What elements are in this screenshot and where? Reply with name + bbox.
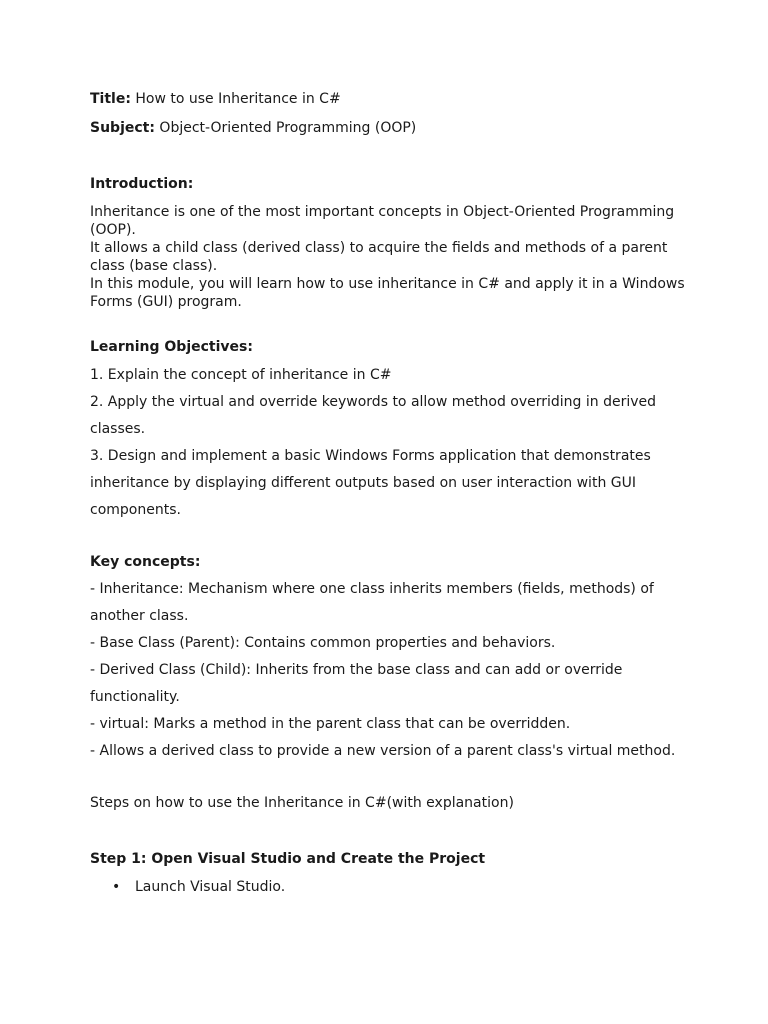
spacer xyxy=(90,812,690,850)
key-concept-item: - virtual: Marks a method in the parent class that can be overridden. xyxy=(90,716,571,732)
objective-item: 3. Design and implement a basic Windows Forms application that demonstrates inheritance by displaying different outputs based on user interaction with GUI components. xyxy=(90,448,651,518)
introduction-body xyxy=(90,203,690,311)
title-label: Title: xyxy=(90,91,131,107)
introduction-heading: Introduction: xyxy=(90,176,194,192)
spacer xyxy=(90,765,690,794)
introduction-paragraph: Inheritance is one of the most important concepts in Object-Oriented Programming (OOP). xyxy=(90,204,675,238)
objectives-list xyxy=(90,362,690,524)
list-item xyxy=(90,878,690,896)
bullet-icon: • xyxy=(112,879,121,895)
document-title-line xyxy=(90,90,690,108)
step1-bullet-list xyxy=(90,878,690,896)
key-concept-item: - Base Class (Parent): Contains common properties and behaviors. xyxy=(90,635,556,651)
step1-heading: Step 1: Open Visual Studio and Create the Project xyxy=(90,851,486,867)
spacer xyxy=(90,311,690,338)
spacer xyxy=(90,524,690,553)
document-page xyxy=(90,90,690,896)
objective-item: 2. Apply the virtual and override keywords to allow method overriding in derived classes. xyxy=(90,394,657,437)
key-concepts-heading: Key concepts: xyxy=(90,554,201,570)
key-concepts-list xyxy=(90,576,690,765)
steps-intro: Steps on how to use the Inheritance in C#(with explanation) xyxy=(90,795,514,811)
title-value: How to use Inheritance in C# xyxy=(130,91,341,107)
subject-label: Subject: xyxy=(90,120,155,136)
objective-item: 1. Explain the concept of inheritance in C# xyxy=(90,367,392,383)
introduction-paragraph: It allows a child class (derived class) to acquire the fields and methods of a parent class (base class). xyxy=(90,240,668,274)
document-subject-line xyxy=(90,119,690,137)
introduction-paragraph: In this module, you will learn how to use inheritance in C# and apply it in a Windows Forms (GUI) program. xyxy=(90,276,685,310)
key-concept-item: - Inheritance: Mechanism where one class inherits members (fields, methods) of another class. xyxy=(90,581,654,624)
key-concept-item: - Allows a derived class to provide a new version of a parent class's virtual method. xyxy=(90,743,676,759)
subject-value: Object-Oriented Programming (OOP) xyxy=(154,120,417,136)
step1-bullet-text: Launch Visual Studio. xyxy=(135,879,286,895)
key-concept-item: - Derived Class (Child): Inherits from the base class and can add or override functionality. xyxy=(90,662,623,705)
objectives-heading: Learning Objectives: xyxy=(90,339,253,355)
